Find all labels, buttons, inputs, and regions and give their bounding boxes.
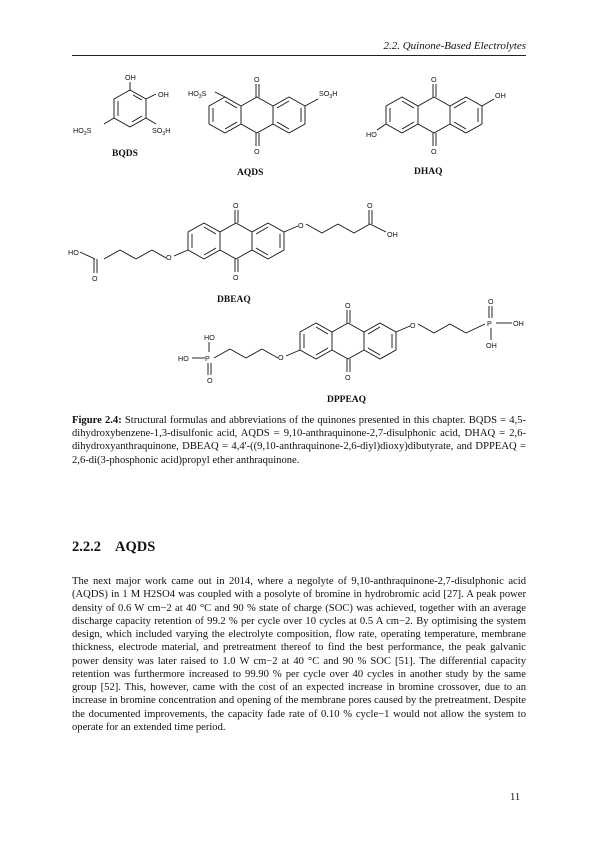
label-dppeaq: DPPEAQ <box>327 395 367 405</box>
dbeaq-oh: OH <box>387 230 398 239</box>
chemical-structures-drawing <box>60 60 540 410</box>
bqds-so3h: $SO_3H$ <box>152 126 171 137</box>
dbeaq-carbonyl-o-left: O <box>92 274 98 283</box>
dhaq-o-top: O <box>431 75 437 84</box>
bqds-oh-top: OH <box>125 73 136 82</box>
dppeaq-po-left: O <box>207 376 213 385</box>
dbeaq-ether-o-left: O <box>166 253 172 262</box>
label-dbeaq: DBEAQ <box>217 295 251 305</box>
dppeaq-ether-o-right: O <box>410 321 416 330</box>
dppeaq-oh-right-2: OH <box>486 341 497 350</box>
body-paragraph: The next major work came out in 2014, where a negolyte of 9,10-anthraquinone-2,7-disulphonic acid (AQDS) in 1 M H2SO4 was coupled with a posolyte of bromine in hydrobromic acid [27]. A peak power density of 0.6 W cm−2 at 40 °C and 90 % state of charge (SOC) was achieved, together with an average discharge capacity retention of 99.2 % per cycle over 10 cycles at 0.5 A cm−2. By optimising the system design, which included varying the electrolyte composition, flow rate, operating temperature, membrane thickness, electrode material, and pretreatment thereof to find the best performance, the peak galvanic power density was later raised to 1.0 W cm−2 at 40 °C and 90 % SOC [51]. The differential capacity retention was furthermore increased to 99.90 % per cycle over 40 cycles in another study by the same group [52]. This, however, came with the cost of an expected increase in bromine crossover, due to an increase in bromine concentration and opening of the membrane pores caused by the pretreatment. Despite the documented improvements, the capacity fade rate of 0.10 % cycle−1 would not allow the system to operate for an extended time period. <box>72 576 526 733</box>
label-aqds: AQDS <box>237 168 264 178</box>
dhaq-o-bottom: O <box>431 147 437 156</box>
figure-caption <box>72 414 526 467</box>
aqds-structure <box>188 75 337 178</box>
aqds-so3h: $SO_3H$ <box>319 89 338 100</box>
dppeaq-oh-right-1: OH <box>513 319 524 328</box>
dbeaq-o-bottom: O <box>233 273 239 282</box>
dppeaq-ho-left-2: HO <box>178 354 189 363</box>
aqds-o-bottom: O <box>254 147 260 156</box>
dbeaq-carbonyl-o-right: O <box>367 201 373 210</box>
dbeaq-o-top: O <box>233 201 239 210</box>
label-dhaq: DHAQ <box>414 167 443 177</box>
dbeaq-ho: HO <box>68 248 79 257</box>
quinone-structures-figure <box>60 60 540 410</box>
page-number: 11 <box>510 792 521 803</box>
bqds-ho3s: $HO_3S$ <box>73 126 92 137</box>
bqds-structure <box>73 73 170 159</box>
dbeaq-ether-o-right: O <box>298 221 304 230</box>
dppeaq-p-right: P <box>487 319 492 328</box>
section-title: AQDS <box>115 539 156 555</box>
dppeaq-o-top: O <box>345 301 351 310</box>
section-heading <box>72 539 169 556</box>
dppeaq-p-left: P <box>205 354 210 363</box>
bqds-oh-right: OH <box>158 90 169 99</box>
running-header: 2.2. Quinone-Based Electrolytes <box>72 40 526 56</box>
dhaq-structure <box>366 75 506 177</box>
aqds-ho3s: $HO_3S$ <box>188 89 207 100</box>
dppeaq-ho-left-1: HO <box>204 333 215 342</box>
label-bqds: BQDS <box>112 149 138 159</box>
figure-caption-text: Structural formulas and abbreviations of the quinones presented in this chapter. BQDS = 4,5-dihydroxybenzene-1,3-disulfonic acid, AQDS = 9,10-anthraquinone-2,7-disulphonic acid, DHAQ = 2,6-dihydroxyanthraquinone, DBEAQ = 4,4'-((9,10-anthraquinone-2,6-diyl)dioxy)dibutyrate, and DPPEAQ = 2,6-di(3-phosphonic acid)propyl ether anthraquinone. <box>72 415 526 466</box>
dppeaq-structure <box>178 297 524 405</box>
dhaq-ho: HO <box>366 130 377 139</box>
dppeaq-ether-o-left: O <box>278 353 284 362</box>
aqds-o-top: O <box>254 75 260 84</box>
section-number: 2.2.2 <box>72 539 101 555</box>
dhaq-oh: OH <box>495 91 506 100</box>
dppeaq-o-bottom: O <box>345 373 351 382</box>
figure-caption-label: Figure 2.4: <box>72 415 122 426</box>
dbeaq-structure <box>68 201 398 305</box>
dppeaq-po-right: O <box>488 297 494 306</box>
